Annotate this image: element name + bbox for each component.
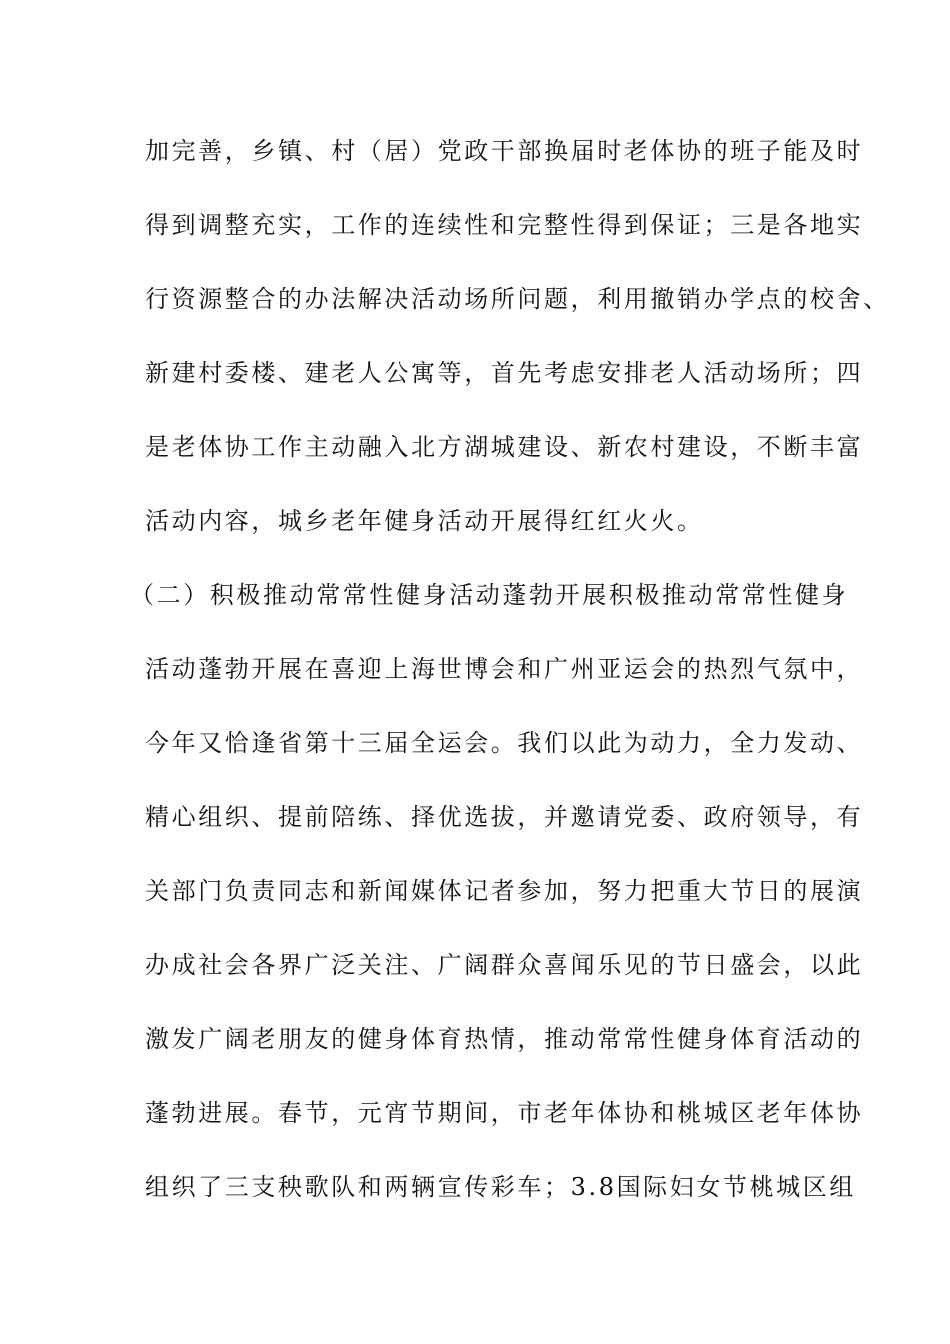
- paragraph-line: 关部门负责同志和新闻媒体记者参加，努力把重大节日的展演: [145, 877, 864, 905]
- paragraph-line: 今年又恰逢省第十三届全运会。我们以此为动力，全力发动、: [145, 729, 864, 757]
- paragraph-line: 活动内容，城乡老年健身活动开展得红红火火。: [145, 507, 704, 535]
- paragraph-line: 是老体协工作主动融入北方湖城建设、新农村建设，不断丰富: [145, 433, 864, 461]
- section-heading-line: （二）积极推动常常性健身活动蓬勃开展积极推动常常性健身: [130, 581, 849, 609]
- paragraph-line: 精心组织、提前陪练、择优选拔，并邀请党委、政府领导，有: [145, 803, 864, 831]
- paragraph-line: 得到调整充实，工作的连续性和完整性得到保证；三是各地实: [145, 211, 864, 239]
- paragraph-line: 活动蓬勃开展在喜迎上海世博会和广州亚运会的热烈气氛中，: [145, 655, 864, 683]
- paragraph-line: 新建村委楼、建老人公寓等，首先考虑安排老人活动场所；四: [145, 359, 864, 387]
- paragraph-line: 组织了三支秧歌队和两辆宣传彩车；3.8国际妇女节桃城区组: [145, 1173, 856, 1201]
- paragraph-line: 办成社会各界广泛关注、广阔群众喜闻乐见的节日盛会，以此: [145, 951, 864, 979]
- paragraph-line: 激发广阔老朋友的健身体育热情，推动常常性健身体育活动的: [145, 1025, 864, 1053]
- paragraph-line: 加完善，乡镇、村（居）党政干部换届时老体协的班子能及时: [145, 137, 864, 165]
- paragraph-line: 蓬勃进展。春节，元宵节期间，市老年体协和桃城区老年体协: [145, 1099, 864, 1127]
- paragraph-line: 行资源整合的办法解决活动场所问题，利用撤销办学点的校舍、: [145, 285, 890, 313]
